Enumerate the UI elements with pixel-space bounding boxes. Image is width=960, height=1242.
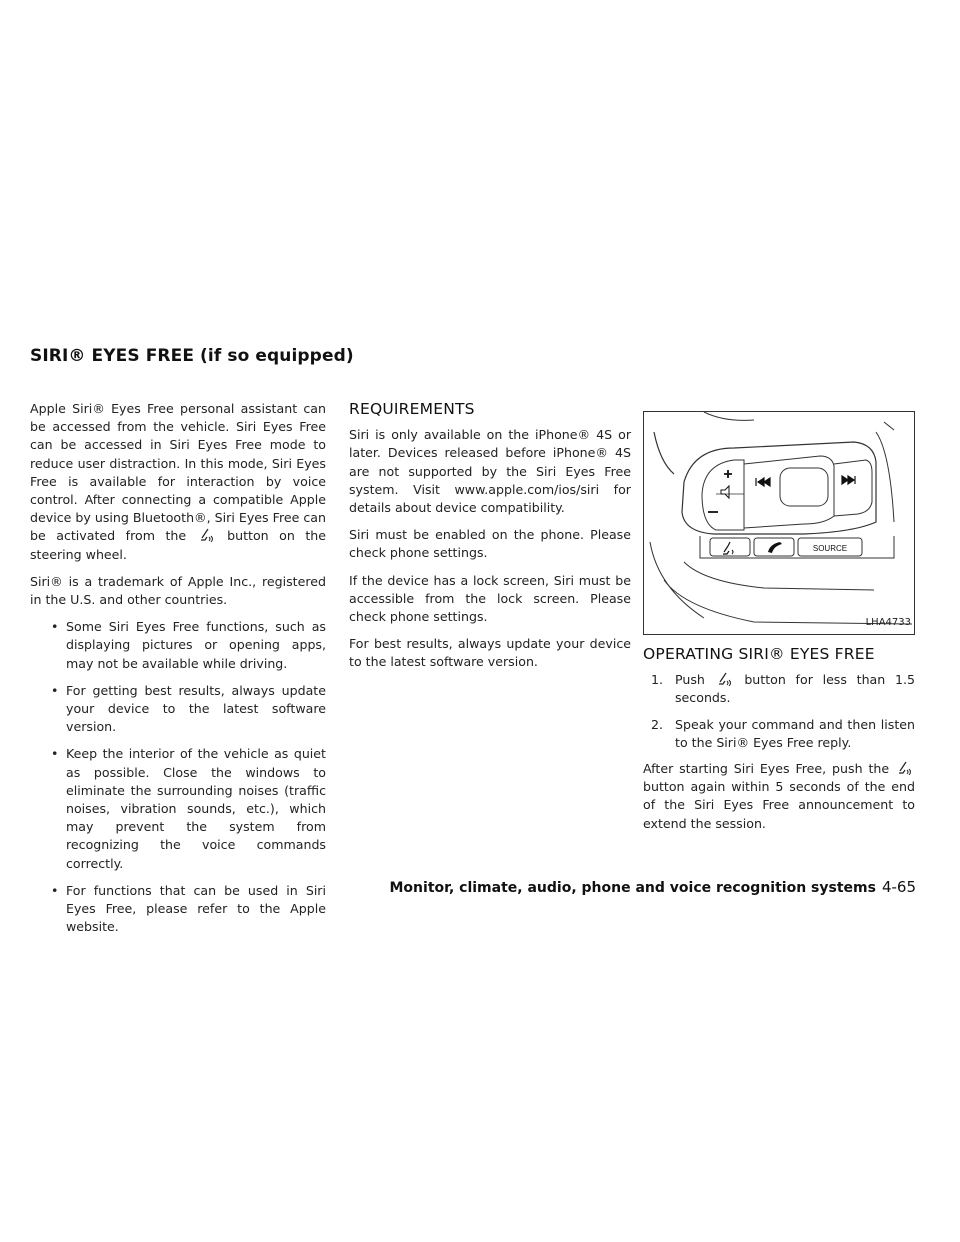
column-requirements	[349, 400, 631, 681]
intro-text-b: button on the steering wheel.	[30, 528, 326, 562]
page-number: 4-65	[881, 878, 916, 896]
step-number: 2.	[651, 716, 664, 732]
session-text-b: button again within 5 seconds of the end of the Siri Eyes Free announcement to extend the session.	[643, 779, 915, 831]
voice-recognition-icon	[717, 672, 733, 686]
footer-title: Monitor, climate, audio, phone and voice recognition systems	[389, 880, 876, 896]
step-number: 1.	[651, 672, 664, 688]
session-text-a: After starting Siri Eyes Free, push the	[643, 761, 890, 777]
voice-recognition-icon	[199, 528, 215, 542]
intro-paragraph	[30, 400, 326, 564]
source-button-label: SOURCE	[812, 544, 848, 553]
steps-list	[643, 671, 915, 752]
operating-heading: OPERATING SIRI® EYES FREE	[643, 645, 875, 663]
step-text-b: button for less than 1.5 seconds.	[675, 672, 915, 706]
column-intro	[30, 400, 326, 945]
list-item: • Some Siri Eyes Free functions, such as displaying pictures or opening apps, may not be available while driving.	[48, 618, 326, 673]
list-item: • Keep the interior of the vehicle as quiet as possible. Close the windows to eliminate the surrounding noises (traffic noises, vibration sounds, etc.), which may prevent the system from recognizing the voice commands correctly.	[48, 745, 326, 872]
figure-label: LHA4733	[865, 616, 911, 628]
requirements-paragraph: If the device has a lock screen, Siri must be accessible from the lock screen. Please check phone settings.	[349, 572, 631, 625]
step-text: Speak your command and then listen to the Siri® Eyes Free reply.	[675, 716, 915, 750]
requirements-paragraph: Siri is only available on the iPhone® 4S or later. Devices released before iPhone® 4S are not supported by the Siri Eyes Free system. Visit www.apple.com/ios/siri for details about device compatibility.	[349, 427, 631, 516]
voice-recognition-icon	[897, 761, 913, 775]
list-item	[651, 671, 915, 707]
requirements-paragraph: For best results, always update your device to the latest software version.	[349, 636, 631, 670]
list-item: • For getting best results, always update your device to the latest software version.	[48, 682, 326, 737]
notes-list	[30, 618, 326, 936]
steering-wheel-controls-figure	[643, 411, 915, 635]
list-item: • For functions that can be used in Siri Eyes Free, please refer to the Apple website.	[48, 882, 326, 937]
requirements-heading: REQUIREMENTS	[349, 400, 475, 418]
requirements-paragraph: Siri must be enabled on the phone. Please check phone settings.	[349, 527, 631, 561]
steering-wheel-illustration	[644, 412, 914, 634]
page-footer	[390, 878, 917, 896]
intro-text-a: Apple Siri® Eyes Free personal assistant can be accessed from the vehicle. Siri Eyes Free can be accessed in Siri Eyes Free mode to reduce user distraction. In this mode, Siri Eyes Free is available for interaction by voice control. After connecting a compatible Apple device by using Bluetooth®, Siri Eyes Free can be activated from the	[30, 401, 326, 544]
step-text-a: Push	[675, 672, 705, 688]
session-paragraph	[643, 760, 915, 833]
trademark-paragraph: Siri® is a trademark of Apple Inc., registered in the U.S. and other countries.	[30, 573, 326, 608]
column-operating	[643, 405, 915, 842]
section-title: SIRI® EYES FREE (if so equipped)	[30, 346, 354, 366]
list-item	[651, 716, 915, 752]
